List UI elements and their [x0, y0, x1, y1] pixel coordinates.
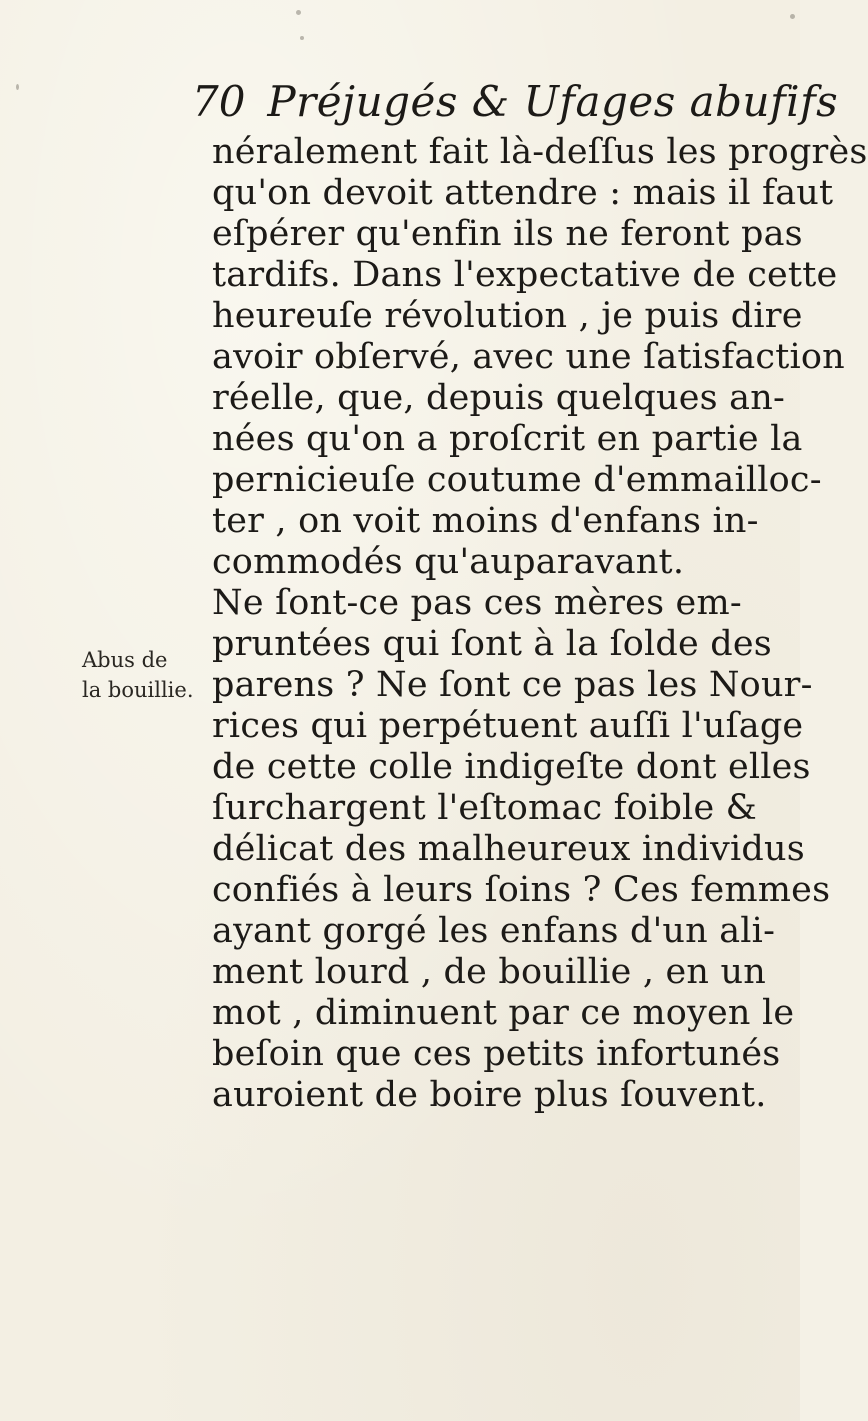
text-line: rices qui perpétuent auſſi l'uſage — [212, 706, 804, 746]
page-header — [192, 74, 839, 130]
text-line: tardifs. Dans l'expectative de cette — [212, 255, 838, 295]
body-text — [212, 132, 868, 1116]
text-line: qu'on devoit attendre : mais il faut — [212, 173, 834, 213]
text-line: Ne ſont-ce pas ces mères em- — [212, 583, 742, 623]
text-line: pernicieuſe coutume d'emmailloc- — [212, 460, 822, 500]
text-line: de cette colle indigeſte dont elles — [212, 747, 811, 787]
margin-note — [82, 645, 212, 705]
text-line: eſpérer qu'enfin ils ne feront pas — [212, 214, 803, 254]
text-line: beſoin que ces petits infortunés — [212, 1034, 781, 1074]
page-number: 70 — [192, 77, 246, 126]
text-line: ayant gorgé les enfans d'un ali- — [212, 911, 776, 951]
ink-speck — [296, 10, 301, 15]
text-line: heureuſe révolution , je puis dire — [212, 296, 803, 336]
text-line: confiés à leurs ſoins ? Ces femmes — [212, 870, 831, 910]
text-line: ſurchargent l'eſtomac foible & — [212, 788, 758, 828]
text-line: ment lourd , de bouillie , en un — [212, 952, 766, 992]
margin-note-line: la bouillie. — [82, 678, 194, 702]
text-line: nées qu'on a proſcrit en partie la — [212, 419, 803, 459]
text-line: mot , diminuent par ce moyen le — [212, 993, 795, 1033]
ink-speck — [300, 36, 304, 40]
text-line: parens ? Ne ſont ce pas les Nour- — [212, 665, 813, 705]
text-line: auroient de boire plus ſouvent. — [212, 1075, 767, 1115]
margin-note-line: Abus de — [82, 648, 168, 672]
text-line: commodés qu'auparavant. — [212, 542, 685, 582]
text-line: réelle, que, depuis quelques an- — [212, 378, 785, 418]
text-line: ter , on voit moins d'enfans in- — [212, 501, 759, 541]
text-line: délicat des malheureux individus — [212, 829, 805, 869]
ink-speck — [16, 84, 19, 90]
running-head: Préjugés & Ufages abufifs — [267, 77, 839, 126]
text-line: néralement fait là-deſſus les progrès — [212, 132, 868, 172]
text-line: avoir obſervé, avec une ſatisfaction — [212, 337, 845, 377]
text-line: pruntées qui ſont à la ſolde des — [212, 624, 772, 664]
ink-speck — [790, 14, 795, 19]
